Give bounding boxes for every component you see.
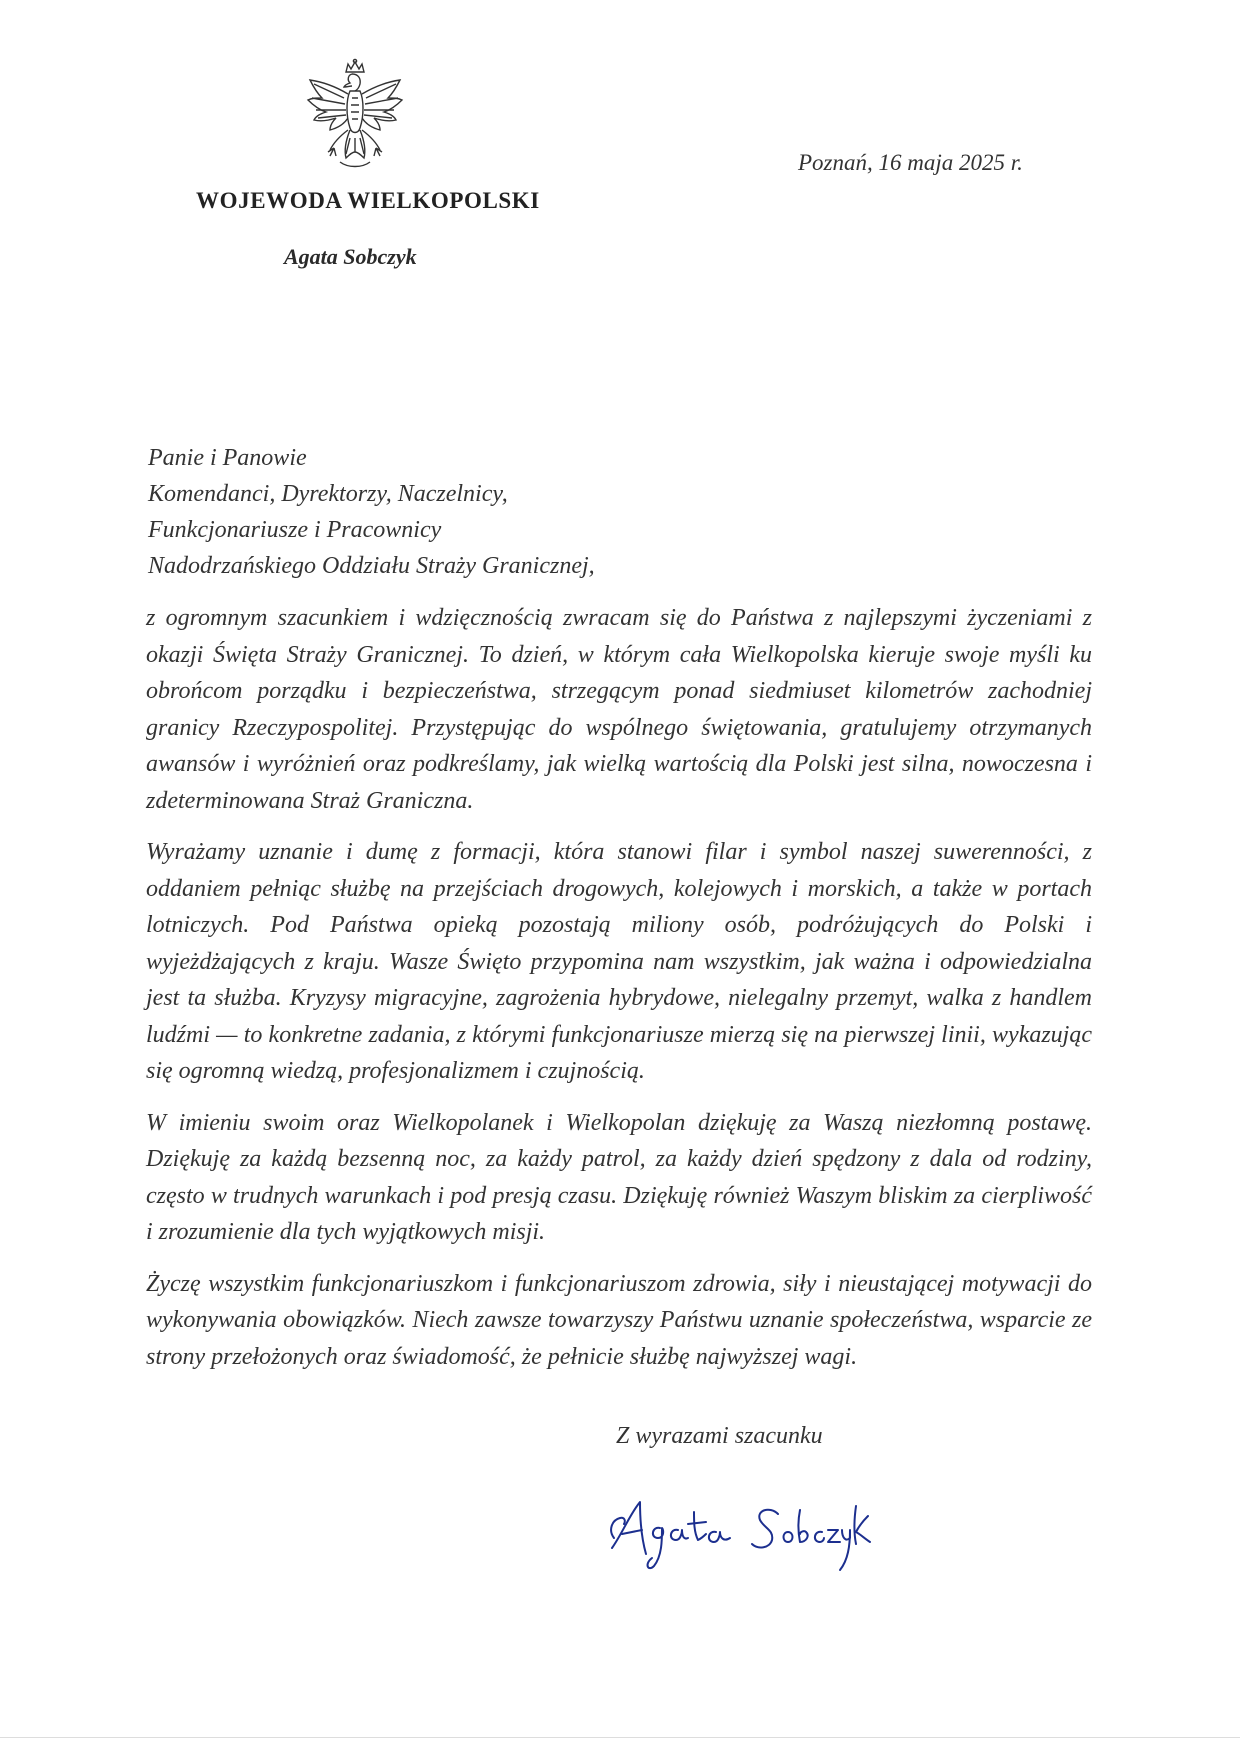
body-paragraph: Życzę wszystkim funkcjonariuszkom i funkcjonariuszom zdrowia, siły i nieustającej motywacji do wykonywania obowiązków. Niech zawsze towarzyszy Państwu uznanie społeczeństwa, wsparcie ze strony przełożonych oraz świadomość, że pełnicie służbę najwyższej wagi. [146, 1270, 1092, 1370]
salutation-line: Nadodrzańskiego Oddziału Straży Granicznej, [148, 553, 595, 579]
letter-body [146, 600, 1092, 1390]
body-paragraph: W imieniu swoim oraz Wielkopolanek i Wielkopolan dziękuję za Waszą niezłomną postawę. Dziękuję za każdą bezsenną noc, za każdy patrol, za każdy dzień spędzony z dala od rodziny, często w trudnych warunkach i pod presją czasu. Dziękuję również Waszym bliskim za cierpliwość i zrozumienie dla tych wyjątkowych misji. [146, 1109, 1092, 1245]
author-name: Agata Sobczyk [284, 244, 417, 269]
letter-date: Poznań, 16 maja 2025 r. [798, 150, 1023, 175]
page-edge-line [0, 1737, 1240, 1738]
office-title: WOJEWODA WIELKOPOLSKI [196, 188, 540, 213]
salutation-line: Komendanci, Dyrektorzy, Naczelnicy, [148, 481, 508, 507]
closing-phrase: Z wyrazami szacunku [616, 1423, 823, 1449]
polish-eagle-emblem-icon [300, 58, 410, 178]
handwritten-signature [602, 1490, 872, 1580]
body-paragraph: Wyrażamy uznanie i dumę z formacji, która stanowi filar i symbol naszej suwerenności, z oddaniem pełniąc służbę na przejściach drogowych, kolejowych i morskich, a także w portach lotniczych. Pod Państwa opieką pozostają miliony osób, podróżujących do Polski i wyjeżdżających z kraju. Wasze Święto przypomina nam wszystkim, jak ważna i odpowiedzialna jest ta służba. Kryzysy migracyjne, zagrożenia hybrydowe, nielegalny przemyt, walka z handlem ludźmi — to konkretne zadania, z którymi funkcjonariusze mierzą się na pierwszej linii, wykazując się ogromną wiedzą, profesjonalizmem i czujnością. [146, 839, 1092, 1084]
salutation-block [148, 440, 595, 584]
salutation-line: Funkcjonariusze i Pracownicy [148, 517, 442, 543]
body-paragraph: z ogromnym szacunkiem i wdzięcznością zwracam się do Państwa z najlepszymi życzeniami z okazji Święta Straży Granicznej. To dzień, w którym cała Wielkopolska kieruje swoje myśli ku obrońcom porządku i bezpieczeństwa, strzegącym ponad siedmiuset kilometrów zachodniej granicy Rzeczypospolitej. Przystępując do wspólnego świętowania, gratulujemy otrzymanych awansów i wyróżnień oraz podkreślamy, jak wielką wartością dla Polski jest silna, nowoczesna i zdeterminowana Straż Graniczna. [146, 605, 1092, 814]
salutation-line: Panie i Panowie [148, 445, 307, 471]
